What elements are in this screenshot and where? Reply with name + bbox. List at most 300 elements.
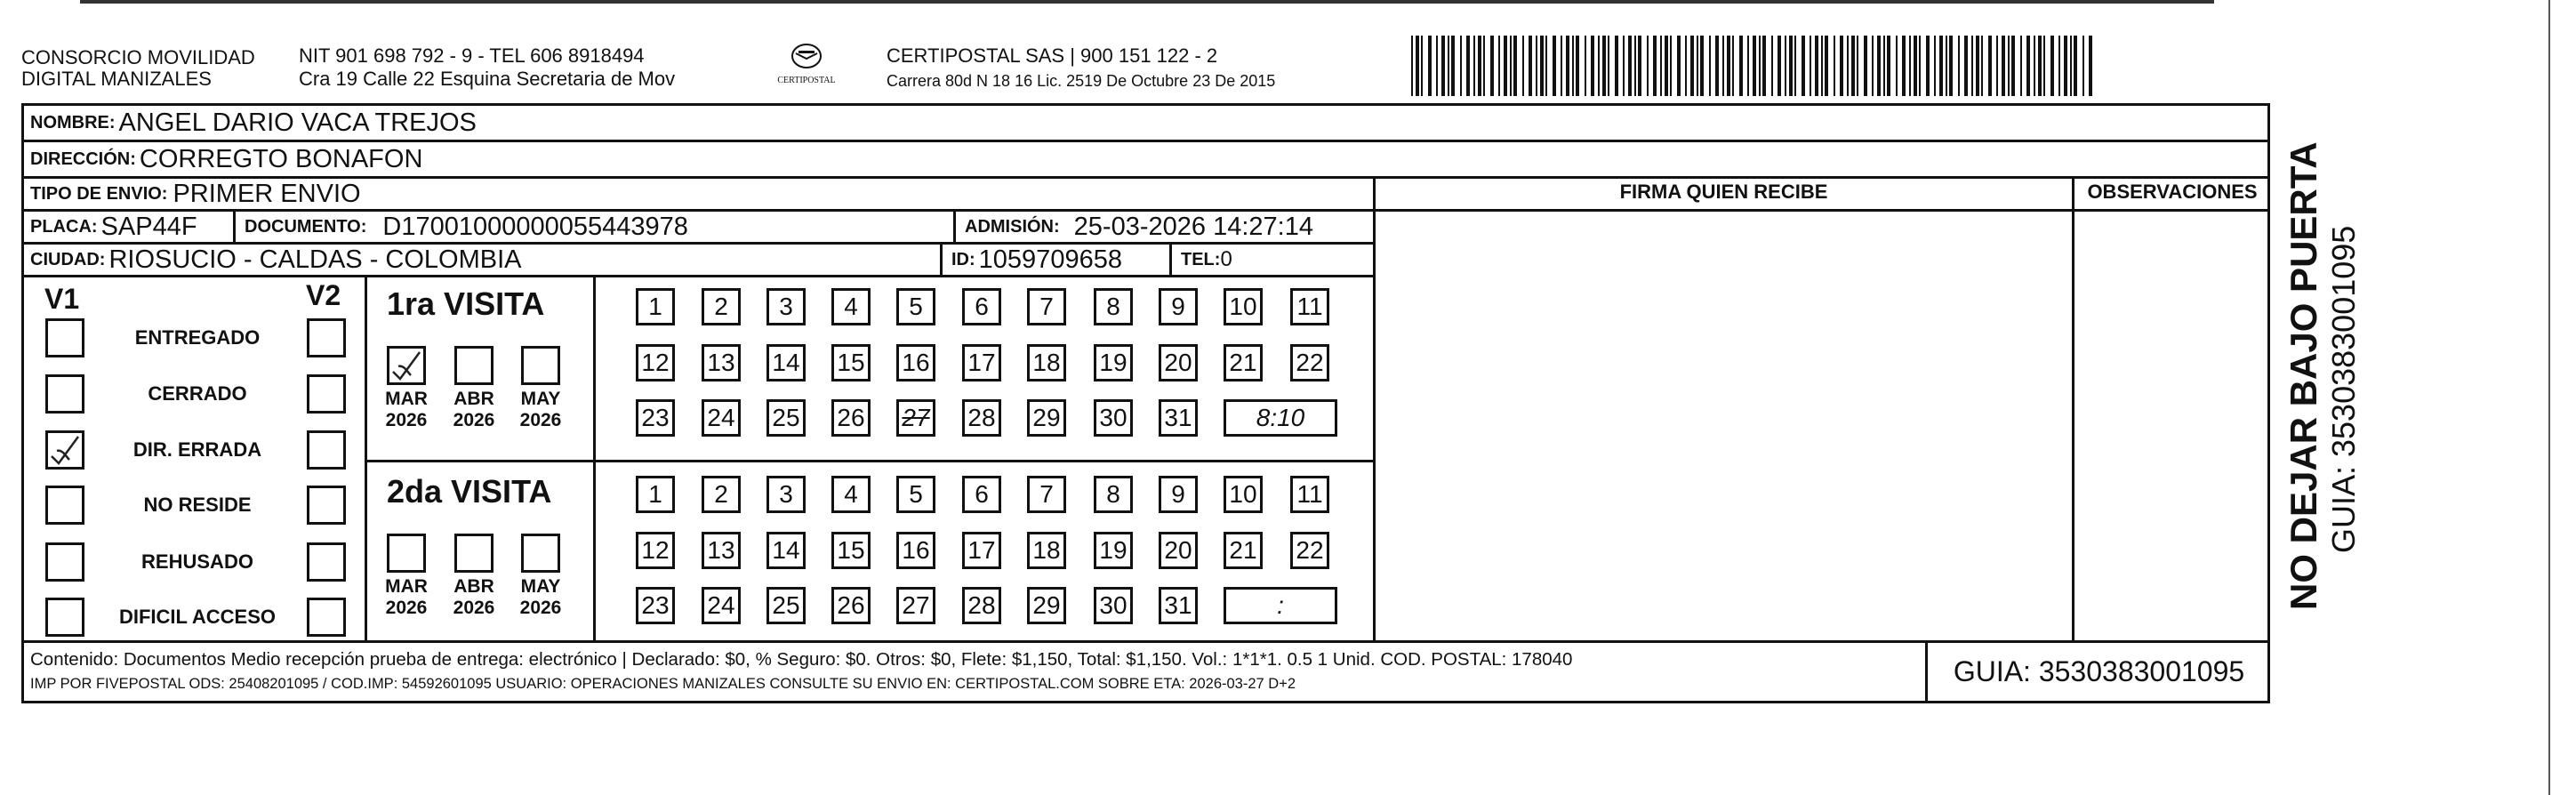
divider	[365, 275, 367, 640]
month-year: 2026	[453, 598, 495, 618]
day-box[interactable]	[636, 399, 675, 437]
day-number: 5	[909, 293, 923, 320]
v2-checkbox[interactable]	[307, 430, 346, 470]
company-name-line1: CONSORCIO MOVILIDAD	[21, 46, 255, 68]
barcode-bar	[1416, 36, 1419, 96]
barcode-bar	[1677, 36, 1681, 96]
barcode-bar	[1513, 36, 1517, 96]
day-box[interactable]	[896, 399, 935, 437]
barcode-bar	[1762, 36, 1766, 96]
day-number: 5	[909, 480, 923, 508]
barcode-bar	[2082, 36, 2084, 96]
day-number: 17	[967, 349, 996, 376]
barcode-bar	[1685, 36, 1687, 96]
month-year: 2026	[385, 410, 428, 430]
barcode-bar	[1857, 36, 1858, 96]
day-number: 21	[1229, 536, 1257, 564]
month-name: MAY	[520, 389, 561, 409]
day-number: 25	[772, 591, 800, 619]
day-box[interactable]	[962, 344, 1001, 381]
day-box[interactable]	[896, 532, 935, 569]
day-box[interactable]	[831, 288, 871, 325]
v2-checkbox[interactable]	[307, 542, 346, 582]
barcode-bar	[1988, 36, 1992, 96]
day-number: 20	[1164, 349, 1192, 376]
day-box[interactable]	[702, 344, 741, 381]
day-box[interactable]	[702, 399, 741, 437]
day-number: 3	[779, 480, 793, 508]
barcode-bar	[1448, 36, 1449, 96]
barcode-bar	[1510, 36, 1512, 96]
day-number: 30	[1099, 404, 1128, 431]
day-number: 27	[902, 591, 930, 619]
v1-checkbox[interactable]	[45, 318, 84, 357]
status-label: REHUSADO	[141, 550, 253, 573]
day-number: 11	[1296, 293, 1323, 320]
barcode-bar	[2034, 36, 2035, 96]
day-box[interactable]	[1094, 476, 1133, 513]
v1-checkbox[interactable]	[45, 542, 84, 582]
day-box[interactable]	[896, 587, 935, 624]
barcode-bar	[2074, 36, 2077, 96]
day-box[interactable]	[1027, 476, 1066, 513]
day-box[interactable]	[962, 587, 1001, 624]
barcode-bar	[1939, 36, 1943, 96]
barcode-bar	[1802, 36, 1805, 96]
documento-label: DOCUMENTO:	[245, 216, 367, 237]
v1-checkbox[interactable]	[45, 486, 84, 525]
v2-checkbox[interactable]	[307, 598, 346, 637]
day-box[interactable]	[702, 476, 741, 513]
barcode-bar	[1949, 36, 1953, 96]
month-name: MAY	[520, 576, 561, 597]
firma-area[interactable]	[1376, 212, 2072, 640]
barcode-bar	[1851, 36, 1855, 96]
day-box[interactable]	[766, 344, 806, 381]
barcode-bar	[2070, 36, 2072, 96]
barcode-bar	[1709, 36, 1711, 96]
day-box[interactable]	[1290, 476, 1329, 513]
day-number: 9	[1171, 480, 1185, 508]
side-guia: GUIA: 3530383001095	[2325, 225, 2362, 553]
placa-value: SAP44F	[100, 212, 197, 241]
nombre-row	[21, 106, 2270, 140]
day-box[interactable]	[1224, 532, 1263, 569]
barcode-bar	[1451, 36, 1455, 96]
divider	[21, 275, 1373, 277]
day-box[interactable]	[766, 532, 806, 569]
day-box[interactable]	[962, 532, 1001, 569]
day-box[interactable]	[896, 288, 935, 325]
day-box[interactable]	[1159, 476, 1198, 513]
barcode-bar	[1566, 36, 1569, 96]
day-box[interactable]	[1159, 587, 1198, 624]
day-box[interactable]	[636, 344, 675, 381]
barcode-bar	[1522, 36, 1524, 96]
day-box[interactable]	[896, 344, 935, 381]
month-year: 2026	[453, 410, 495, 430]
barcode-bar	[2064, 36, 2067, 96]
barcode-bar	[1847, 36, 1849, 96]
tel-label: TEL:	[1181, 249, 1221, 269]
barcode-bar	[1536, 36, 1537, 96]
day-number: 26	[837, 591, 865, 619]
day-box[interactable]	[636, 288, 675, 325]
direccion-label: DIRECCIÓN:	[30, 149, 136, 169]
v2-checkbox[interactable]	[307, 318, 346, 357]
barcode-bar	[1623, 36, 1625, 96]
placa-row	[21, 212, 239, 242]
company-nit: NIT 901 698 792 - 9 - TEL 606 8918494	[299, 44, 645, 67]
side-no-dejar: NO DEJAR BAJO PUERTA	[2283, 141, 2324, 610]
day-box[interactable]	[766, 399, 806, 437]
barcode-bar	[1478, 36, 1481, 96]
check-mark-icon	[389, 349, 423, 382]
barcode-bar	[1789, 36, 1793, 96]
day-number: 12	[641, 349, 670, 376]
day-number: 20	[1164, 536, 1192, 564]
certipostal-logo-text: CERTIPOSTAL	[777, 76, 836, 85]
day-box[interactable]	[1290, 532, 1329, 569]
tipo-envio-row	[21, 179, 1373, 209]
day-box[interactable]	[962, 288, 1001, 325]
barcode-bar	[1421, 36, 1423, 96]
day-box[interactable]	[1094, 399, 1133, 437]
barcode-bar	[1722, 36, 1724, 96]
day-number: 15	[837, 349, 865, 376]
day-box[interactable]	[896, 476, 935, 513]
barcode-bar	[1810, 36, 1811, 96]
barcode-bar	[1498, 36, 1500, 96]
v2-checkbox[interactable]	[307, 374, 346, 414]
barcode-bar	[1490, 36, 1494, 96]
day-number: 29	[1032, 404, 1061, 431]
barcode-bar	[1877, 36, 1881, 96]
barcode-bar	[1981, 36, 1983, 96]
barcode	[1411, 36, 2100, 96]
barcode-bar	[1436, 36, 1438, 96]
day-number: 14	[772, 536, 800, 564]
time-value: 8:10	[1256, 404, 1305, 431]
divider	[365, 460, 1373, 462]
barcode-bar	[1529, 36, 1532, 96]
barcode-bar	[1697, 36, 1698, 96]
barcode-bar	[2008, 36, 2010, 96]
day-box[interactable]	[636, 532, 675, 569]
barcode-bar	[1576, 36, 1579, 96]
day-number: 13	[707, 349, 735, 376]
month-checkbox[interactable]	[454, 534, 494, 573]
month-label	[447, 576, 501, 619]
barcode-bar	[1466, 36, 1470, 96]
day-box[interactable]	[831, 587, 871, 624]
day-box[interactable]	[1159, 532, 1198, 569]
barcode-bar	[1628, 36, 1632, 96]
day-box[interactable]	[1027, 344, 1066, 381]
month-name: ABR	[453, 389, 494, 409]
day-box[interactable]	[636, 476, 675, 513]
month-checkbox[interactable]	[521, 346, 560, 385]
barcode-bar	[1946, 36, 1947, 96]
day-box[interactable]	[1027, 288, 1066, 325]
barcode-bar	[1934, 36, 1936, 96]
day-number: 11	[1296, 480, 1323, 508]
ciudad-label: CIUDAD:	[30, 249, 106, 269]
tel-value: 0	[1220, 247, 1232, 271]
barcode-bar	[1739, 36, 1743, 96]
day-number: 23	[641, 591, 670, 619]
barcode-bar	[1540, 36, 1544, 96]
day-number: 24	[707, 404, 735, 431]
barcode-bar	[1883, 36, 1885, 96]
nombre-value: ANGEL DARIO VACA TREJOS	[118, 108, 477, 137]
day-number: 27	[902, 404, 930, 431]
barcode-bar	[2058, 36, 2060, 96]
barcode-bar	[2026, 36, 2030, 96]
day-box[interactable]	[1290, 288, 1329, 325]
barcode-bar	[1585, 36, 1586, 96]
day-number: 31	[1164, 591, 1192, 619]
barcode-bar	[1747, 36, 1749, 96]
footer-imp: IMP POR FIVEPOSTAL ODS: 25408201095 / COD.IMP: 54592601095 USUARIO: OPERACIONES MANIZALES CONSULTE SU ENVIO EN: CERTIPOSTAL.COM SOBRE ETA: 2026-03-27 D+2	[30, 676, 1296, 692]
day-number: 10	[1229, 293, 1257, 320]
day-number: 6	[975, 480, 989, 508]
month-checkbox[interactable]	[387, 534, 426, 573]
company-name-line2: DIGITAL MANIZALES	[21, 68, 212, 90]
certipostal-title: CERTIPOSTAL SAS | 900 151 122 - 2	[887, 44, 1218, 67]
status-label: DIFICIL ACCESO	[118, 606, 276, 628]
day-number: 14	[772, 349, 800, 376]
day-box[interactable]	[766, 288, 806, 325]
day-number: 18	[1032, 536, 1061, 564]
month-name: MAR	[385, 389, 428, 409]
barcode-bar	[1958, 36, 1960, 96]
barcode-bar	[1428, 36, 1432, 96]
v2-checkbox[interactable]	[307, 486, 346, 525]
day-number: 19	[1099, 349, 1128, 376]
day-number: 28	[967, 591, 996, 619]
v1-checkbox[interactable]	[45, 430, 84, 470]
day-number: 18	[1032, 349, 1061, 376]
barcode-bar	[1670, 36, 1672, 96]
day-box[interactable]	[702, 288, 741, 325]
placa-label: PLACA:	[30, 216, 98, 237]
barcode-bar	[1553, 36, 1556, 96]
day-number: 6	[975, 293, 989, 320]
admision-label: ADMISIÓN:	[965, 216, 1060, 237]
day-box[interactable]	[766, 587, 806, 624]
barcode-bar	[2038, 36, 2042, 96]
day-box[interactable]	[1027, 587, 1066, 624]
day-box[interactable]	[831, 344, 871, 381]
day-number: 8	[1106, 293, 1120, 320]
barcode-bar	[2050, 36, 2054, 96]
barcode-bar	[1504, 36, 1507, 96]
month-checkbox[interactable]	[454, 346, 494, 385]
day-number: 7	[1039, 480, 1054, 508]
documento-row	[236, 212, 956, 242]
status-label: CERRADO	[148, 382, 247, 405]
id-value: 1059709658	[978, 245, 1122, 274]
day-box[interactable]	[962, 476, 1001, 513]
barcode-bar	[2020, 36, 2022, 96]
barcode-bar	[1545, 36, 1547, 96]
barcode-bar	[1473, 36, 1475, 96]
day-number: 29	[1032, 591, 1061, 619]
barcode-bar	[1976, 36, 1979, 96]
visit-title: 2da VISITA	[387, 473, 552, 510]
day-number: 8	[1106, 480, 1120, 508]
barcode-bar	[1771, 36, 1773, 96]
day-box[interactable]	[1094, 532, 1133, 569]
day-number: 13	[707, 536, 735, 564]
day-number: 7	[1039, 293, 1054, 320]
day-box[interactable]	[702, 587, 741, 624]
time-box[interactable]	[1224, 399, 1337, 437]
observaciones-area[interactable]	[2074, 212, 2270, 640]
time-box[interactable]	[1224, 587, 1337, 624]
day-box[interactable]	[1027, 532, 1066, 569]
day-number: 4	[844, 293, 858, 320]
month-label	[380, 576, 433, 619]
day-box[interactable]	[831, 476, 871, 513]
barcode-bar	[1638, 36, 1641, 96]
status-label: DIR. ERRADA	[132, 438, 262, 461]
month-name: MAR	[385, 576, 428, 597]
day-box[interactable]	[962, 399, 1001, 437]
day-number: 4	[844, 480, 858, 508]
v1-checkbox[interactable]	[45, 598, 84, 637]
day-box[interactable]	[1094, 587, 1133, 624]
barcode-bar	[1572, 36, 1574, 96]
footer-contenido: Contenido: Documentos Medio recepción prueba de entrega: electrónico | Declarado: $0, % Seguro: $0. Otros: $0, Flete: $1,150, Total: $1,150. Vol.: 1*1*1. 0.5 1 Unid. COD. POSTAL: 178040	[30, 649, 1573, 670]
barcode-bar	[1834, 36, 1835, 96]
barcode-bar	[1872, 36, 1874, 96]
day-number: 28	[967, 404, 996, 431]
tipo-envio-label: TIPO DE ENVIO:	[30, 183, 168, 204]
day-box[interactable]	[636, 587, 675, 624]
day-box[interactable]	[1094, 288, 1133, 325]
barcode-bar	[1411, 36, 1413, 96]
v1-checkbox[interactable]	[45, 374, 84, 414]
barcode-bar	[1778, 36, 1781, 96]
day-number: 22	[1296, 536, 1324, 564]
id-row	[943, 245, 1169, 275]
day-number: 30	[1099, 591, 1128, 619]
day-box[interactable]	[1224, 476, 1263, 513]
admision-value: 25-03-2026 14:27:14	[1073, 212, 1313, 241]
day-number: 2	[714, 480, 728, 508]
month-label	[447, 389, 501, 431]
barcode-bar	[1909, 36, 1911, 96]
barcode-bar	[2002, 36, 2005, 96]
barcode-bar	[1887, 36, 1890, 96]
scan-top-edge	[80, 0, 2214, 4]
barcode-bar	[1483, 36, 1485, 96]
month-name: ABR	[453, 576, 494, 597]
month-checkbox[interactable]	[387, 346, 426, 385]
barcode-bar	[1864, 36, 1867, 96]
barcode-bar	[2043, 36, 2045, 96]
day-box[interactable]	[1159, 288, 1198, 325]
barcode-bar	[1926, 36, 1930, 96]
barcode-bar	[1441, 36, 1445, 96]
day-box[interactable]	[766, 476, 806, 513]
day-box[interactable]	[831, 532, 871, 569]
barcode-bar	[1608, 36, 1609, 96]
barcode-bar	[1825, 36, 1828, 96]
footer-guia-box: GUIA: 3530383001095	[1953, 655, 2245, 687]
day-box[interactable]	[1159, 399, 1198, 437]
month-year: 2026	[385, 598, 428, 618]
day-number: 1	[648, 293, 662, 320]
barcode-bar	[1919, 36, 1921, 96]
day-box[interactable]	[702, 532, 741, 569]
barcode-bar	[1785, 36, 1786, 96]
certipostal-address: Carrera 80d N 18 16 Lic. 2519 De Octubre 23 De 2015	[887, 72, 1276, 90]
ciudad-value: RIOSUCIO - CALDAS - COLOMBIA	[108, 245, 522, 274]
day-box[interactable]	[831, 399, 871, 437]
barcode-bar	[1732, 36, 1734, 96]
barcode-bar	[1591, 36, 1594, 96]
day-number: 3	[779, 293, 793, 320]
barcode-bar	[1971, 36, 1973, 96]
day-number: 16	[902, 536, 930, 564]
barcode-bar	[1996, 36, 1998, 96]
day-box[interactable]	[1224, 288, 1263, 325]
nombre-label: NOMBRE:	[30, 112, 116, 132]
barcode-bar	[2089, 36, 2092, 96]
day-number: 21	[1229, 349, 1257, 376]
month-checkbox[interactable]	[521, 534, 560, 573]
month-year: 2026	[519, 410, 562, 430]
barcode-bar	[1821, 36, 1823, 96]
month-year: 2026	[519, 598, 562, 618]
day-number: 1	[648, 480, 662, 508]
check-mark-icon	[48, 433, 82, 467]
barcode-bar	[2011, 36, 2015, 96]
barcode-bar	[1653, 36, 1657, 96]
firma-header: FIRMA QUIEN RECIBE	[1619, 181, 1828, 203]
barcode-bar	[1700, 36, 1704, 96]
barcode-bar	[1602, 36, 1606, 96]
barcode-bar	[1794, 36, 1796, 96]
barcode-bar	[1598, 36, 1600, 96]
day-box[interactable]	[1027, 399, 1066, 437]
status-label: NO RESIDE	[143, 494, 252, 516]
ciudad-row	[21, 245, 942, 275]
day-number: 23	[641, 404, 670, 431]
divider	[593, 275, 596, 640]
month-label	[380, 389, 433, 431]
time-value: :	[1277, 591, 1284, 619]
day-box[interactable]	[1094, 344, 1133, 381]
day-number: 2	[714, 293, 728, 320]
day-box[interactable]	[1290, 344, 1329, 381]
day-number: 16	[902, 349, 930, 376]
barcode-bar	[1660, 36, 1662, 96]
barcode-bar	[1727, 36, 1730, 96]
day-box[interactable]	[1224, 344, 1263, 381]
day-box[interactable]	[1159, 344, 1198, 381]
status-label: ENTREGADO	[134, 326, 261, 349]
barcode-bar	[1634, 36, 1636, 96]
admision-row	[956, 212, 1374, 242]
day-number: 10	[1229, 480, 1257, 508]
certipostal-logo-icon	[789, 41, 824, 71]
barcode-bar	[1715, 36, 1719, 96]
day-number: 22	[1296, 349, 1324, 376]
